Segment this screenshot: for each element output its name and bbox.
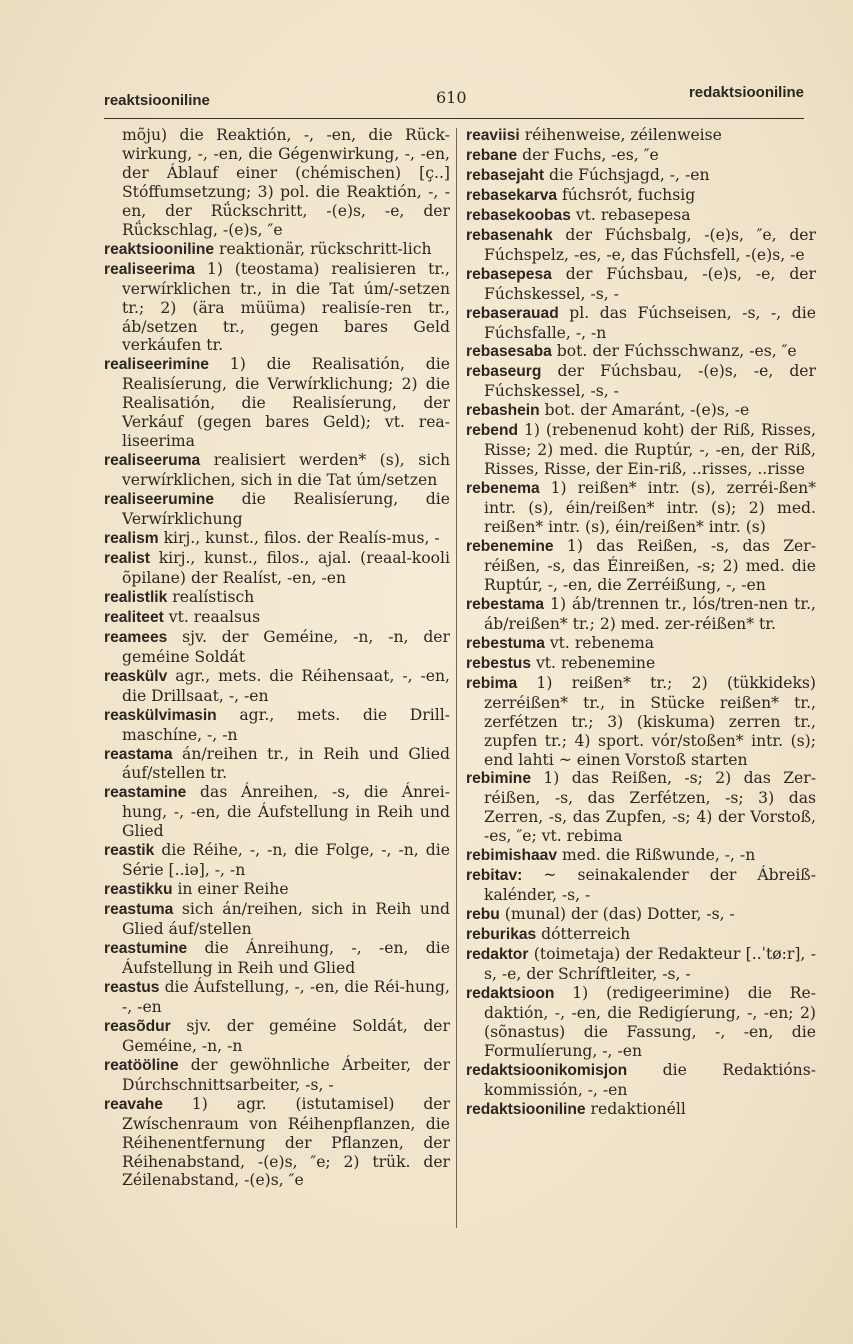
dictionary-entry xyxy=(104,880,450,900)
entry-headword: realiseerima xyxy=(104,260,196,278)
entry-headword: rebasejaht xyxy=(466,166,545,184)
entry-text: reaktionär, rückschritt-lich xyxy=(214,239,432,258)
entry-text: 1) reißen* tr.; 2) (tükkideks) zerréißen* tr., in Stücke reißen* tr., zerfétzen tr.; 3) (kiskuma) zerren tr., zupfen tr.; 4) sport. vór/stoßen* intr. (s); end lahti ~ einen Vorstoß starten xyxy=(484,673,816,769)
entry-text: sjv. der geméine Soldát, der Geméine, -n, -n xyxy=(122,1016,450,1055)
dictionary-entry xyxy=(104,1056,450,1095)
entry-headword: redaktsioon xyxy=(466,984,555,1002)
entry-headword: redaktsiooniline xyxy=(466,1100,586,1118)
dictionary-entry xyxy=(466,421,816,479)
entry-text: vt. reaalsus xyxy=(163,607,261,626)
entry-headword: realiseeruma xyxy=(104,452,201,470)
dictionary-entry xyxy=(466,537,816,595)
header-left-guideword: reaktsiooniline xyxy=(104,92,210,109)
entry-headword: reaktsiooniline xyxy=(104,240,215,258)
entry-headword: reaskülv xyxy=(104,667,168,685)
right-column xyxy=(466,126,816,1120)
dictionary-entry xyxy=(466,984,816,1061)
entry-headword: rebaserauad xyxy=(466,304,559,322)
dictionary-entry xyxy=(466,866,816,905)
entry-text: redaktionéll xyxy=(585,1099,686,1118)
dictionary-entry xyxy=(466,925,816,945)
entry-text: réihenweise, zéilenweise xyxy=(519,126,722,144)
dictionary-entry xyxy=(104,667,450,706)
entry-text: sjv. der Geméine, -n, -n, der geméine Soldát xyxy=(122,627,450,666)
entry-text: realístisch xyxy=(167,587,255,606)
dictionary-entry xyxy=(466,166,816,186)
entry-headword: realist xyxy=(104,549,150,567)
entry-text: med. die Rißwunde, -, -n xyxy=(557,846,756,865)
entry-headword: rebestuma xyxy=(466,634,545,652)
dictionary-entry xyxy=(104,1017,450,1056)
page-number: 610 xyxy=(436,88,467,107)
header-rule xyxy=(104,118,804,119)
entry-text: (toimetaja) der Redakteur [..ˈtø:r], -s, -e, der Schríftleiter, -s, - xyxy=(484,945,816,983)
entry-headword: rebima xyxy=(466,674,518,692)
entry-text: 1) (rebenenud koht) der Riß, Risses, Risse; 2) med. die Ruptúr, -, -en, der Riß, Risses, Risse, der Ein-riß, ..risses, ..risse xyxy=(484,421,816,479)
dictionary-entry xyxy=(466,945,816,984)
entry-text: pl. das Fúchseisen, -s, -, die Fúchsfalle, -, -n xyxy=(484,303,816,342)
entry-text: án/reihen tr., in Reih und Glied áuf/stellen tr. xyxy=(122,744,450,783)
entry-text: 1) (redigeerimine) die Re-daktión, -, -en, die Redigíerung, -, -en; 2) (sõnastus) die Fassung, -, -en, die Formulíerung, -, -en xyxy=(484,983,816,1060)
entry-text: (munal) der (das) Dotter, -s, - xyxy=(499,905,735,924)
dictionary-entry xyxy=(466,595,816,634)
dictionary-entry xyxy=(104,529,450,549)
entry-text: der Fúchsbau, -(e)s, -e, der Fúchskessel, -s, - xyxy=(484,264,816,303)
dictionary-entry xyxy=(466,342,816,362)
entry-text: die Fúchsjagd, -, -en xyxy=(544,165,710,184)
entry-headword: reastikku xyxy=(104,881,173,899)
entry-headword: rebestama xyxy=(466,595,545,613)
entry-text: die Réihe, -, -n, die Folge, -, -n, die Série [..iə], -, -n xyxy=(122,841,450,880)
dictionary-entry xyxy=(466,401,816,421)
entry-text: sich án/reihen, sich in Reih und Glied áuf/stellen xyxy=(122,900,450,939)
dictionary-entry xyxy=(466,674,816,770)
entry-text: der gewöhnliche Árbeiter, der Dúrchschnittsarbeiter, -s, - xyxy=(122,1055,450,1094)
entry-text: kirj., kunst., filos., ajal. (reaal-kooli õpilane) der Realíst, -en, -en xyxy=(122,548,450,587)
entry-text: fúchsrót, fuchsig xyxy=(557,185,696,204)
entry-text: die Ánreihung, -, -en, die Áufstellung in Reih und Glied xyxy=(122,939,450,977)
entry-text: realisiert werden* (s), sich verwírklichen, sich in die Tat úm/setzen xyxy=(122,451,450,490)
dictionary-entry xyxy=(466,846,816,866)
entry-headword: reaskülvimasin xyxy=(104,706,217,724)
column-divider xyxy=(456,128,457,1228)
dictionary-entry xyxy=(104,126,450,240)
dictionary-entry xyxy=(466,634,816,654)
entry-headword: realiseerimine xyxy=(104,356,209,374)
entry-headword: rebend xyxy=(466,422,518,440)
dictionary-entry xyxy=(466,186,816,206)
entry-headword: rebasekoobas xyxy=(466,206,571,224)
dictionary-entry xyxy=(466,654,816,674)
dictionary-entry xyxy=(466,362,816,401)
entry-headword: realistlik xyxy=(104,588,168,606)
entry-headword: rebasepesa xyxy=(466,265,552,283)
entry-headword: redaktor xyxy=(466,946,529,964)
dictionary-entry xyxy=(466,1061,816,1100)
entry-text: kirj., kunst., filos. der Realís-mus, - xyxy=(158,529,440,548)
entry-headword: rebitav: xyxy=(466,867,523,885)
entry-text: 1) das Reißen, -s, das Zer-réißen, -s, das Éinreißen, -s; 2) med. die Ruptúr, -, -en, die Zerréißung, -, -en xyxy=(484,537,816,594)
entry-text: agr., mets. die Réihensaat, -, -en, die Drillsaat, -, -en xyxy=(122,666,450,705)
dictionary-entry xyxy=(466,146,816,166)
entry-text: 1) das Reißen, -s; 2) das Zer-réißen, -s, das Zerfétzen, -s; 3) das Zerren, -s, das Zupfen, -s; 4) der Vorstoß, -es, ″e; vt. rebima xyxy=(484,769,816,846)
entry-headword: reastuma xyxy=(104,901,174,919)
entry-text: dótterreich xyxy=(536,925,631,944)
entry-text: bot. der Amaránt, -(e)s, -e xyxy=(539,401,750,420)
entry-headword: reatööline xyxy=(104,1056,179,1074)
dictionary-entry xyxy=(104,706,450,745)
entry-headword: rebasekarva xyxy=(466,186,558,204)
entry-text: ~ seinakalender der Ábreiß-kalénder, -s, - xyxy=(484,866,816,905)
entry-text: 1) áb/trennen tr., lós/tren-nen tr., áb/reißen* tr.; 2) med. zer-réißen* tr. xyxy=(484,594,816,633)
dictionary-entry xyxy=(466,206,816,226)
entry-text: 1) reißen* intr. (s), zerréi-ßen* intr. (s), éin/reißen* intr. (s); 2) med. reißen* intr. (s), éin/reißen* intr. (s) xyxy=(484,479,816,537)
entry-text: die Áufstellung, -, -en, die Réi-hung, -, -en xyxy=(122,977,450,1016)
entry-headword: reastama xyxy=(104,745,173,763)
entry-text: der Fúchsbau, -(e)s, -e, der Fúchskessel, -s, - xyxy=(484,362,816,401)
entry-headword: reburikas xyxy=(466,926,537,944)
entry-headword: reastus xyxy=(104,978,160,996)
entry-headword: rebenema xyxy=(466,480,540,498)
entry-headword: reaviisi xyxy=(466,127,520,144)
left-column xyxy=(104,126,450,1190)
entry-headword: reamees xyxy=(104,628,168,646)
dictionary-entry xyxy=(466,479,816,537)
entry-headword: rebane xyxy=(466,146,518,164)
entry-headword: rebasesaba xyxy=(466,343,552,361)
entry-text: der Fúchsbalg, -(e)s, ″e, der Fúchspelz, -es, -e, das Fúchsfell, -(e)s, -e xyxy=(484,225,816,264)
entry-text: bot. der Fúchsschwanz, -es, ″e xyxy=(551,342,797,361)
entry-text: in einer Reihe xyxy=(172,880,289,899)
dictionary-entry xyxy=(104,783,450,841)
dictionary-entry xyxy=(466,1100,816,1120)
dictionary-entry xyxy=(104,490,450,529)
entry-text: vt. rebasepesa xyxy=(570,205,691,224)
entry-headword: reavahe xyxy=(104,1095,163,1113)
entry-headword: rebu xyxy=(466,906,500,924)
entry-headword: rebashein xyxy=(466,402,540,420)
dictionary-entry xyxy=(466,304,816,343)
entry-text: die Realisíerung, die Verwírklichung xyxy=(122,490,450,529)
entry-headword: rebasenahk xyxy=(466,226,553,244)
dictionary-entry xyxy=(466,265,816,304)
entry-headword: rebenemine xyxy=(466,538,554,556)
dictionary-entry xyxy=(466,905,816,925)
header-right-guideword: redaktsiooniline xyxy=(688,84,804,101)
entry-headword: rebestus xyxy=(466,654,532,672)
entry-text: vt. rebenema xyxy=(544,633,655,652)
dictionary-entry xyxy=(104,900,450,939)
dictionary-entry xyxy=(104,549,450,588)
dictionary-entry xyxy=(466,769,816,846)
dictionary-entry xyxy=(104,260,450,356)
entry-text: vt. rebenemine xyxy=(531,653,656,672)
entry-text: 1) (teostama) realisieren tr., verwírklichen tr., in die Tat úm/-setzen tr.; 2) (ära müüma) realisíe-ren tr., áb/setzen tr., gegen bares Geld verkáufen tr. xyxy=(122,259,450,355)
dictionary-entry xyxy=(104,1095,450,1191)
entry-text: agr., mets. die Drill-maschíne, -, -n xyxy=(122,705,450,744)
entry-headword: rebimishaav xyxy=(466,847,558,865)
entry-headword: rebimine xyxy=(466,770,531,788)
dictionary-entry xyxy=(104,240,450,260)
page-header xyxy=(104,84,804,114)
dictionary-entry xyxy=(466,226,816,265)
entry-headword: realism xyxy=(104,530,159,548)
entry-text: die Redaktións-kommissión, -, -en xyxy=(484,1060,816,1099)
dictionary-entry xyxy=(104,608,450,628)
dictionary-entry xyxy=(104,628,450,667)
dictionary-entry xyxy=(466,126,816,146)
dictionary-entry xyxy=(104,745,450,784)
entry-headword: rebaseurg xyxy=(466,363,542,381)
entry-headword: reasõdur xyxy=(104,1017,171,1035)
dictionary-entry xyxy=(104,978,450,1017)
entry-text: das Ánreihen, -s, die Ánrei-hung, -, -en, die Áufstellung in Reih und Glied xyxy=(122,783,450,841)
entry-headword: redaktsioonikomisjon xyxy=(466,1061,628,1079)
entry-text: 1) die Realisatión, die Realisíerung, die Verwírklichung; 2) die Realisatión, die Realisíerung, der Verkáuf (gegen bares Geld); vt. rea-liseerima xyxy=(122,355,450,451)
dictionary-entry xyxy=(104,939,450,978)
entry-headword: reastik xyxy=(104,842,155,860)
entry-headword: realiseerumine xyxy=(104,491,215,509)
dictionary-entry xyxy=(104,355,450,451)
entry-text: der Fuchs, -es, ″e xyxy=(517,145,659,164)
entry-text: mõju) die Reaktión, -, -en, die Rück-wirkung, -, -en, die Gégenwirkung, -, -en, der Áblauf einer (chémischen) [ç..] Stóffumsetzung; 3) pol. die Reaktión, -, -en, der Rǘckschritt, -(e)s, -e, der Rǘckschlag, -(e)s, ″e xyxy=(122,126,450,239)
dictionary-entry xyxy=(104,588,450,608)
entry-headword: realiteet xyxy=(104,608,164,626)
dictionary-entry xyxy=(104,841,450,880)
entry-text: 1) agr. (istutamisel) der Zwíschenraum von Réihenpflanzen, die Réihenentfernung der Pflanzen, der Réihenabstand, -(e)s, ″e; 2) trük. der Zéilenabstand, -(e)s, ″e xyxy=(122,1094,450,1190)
entry-headword: reastamine xyxy=(104,784,187,802)
entry-headword: reastumine xyxy=(104,940,188,958)
dictionary-entry xyxy=(104,451,450,490)
